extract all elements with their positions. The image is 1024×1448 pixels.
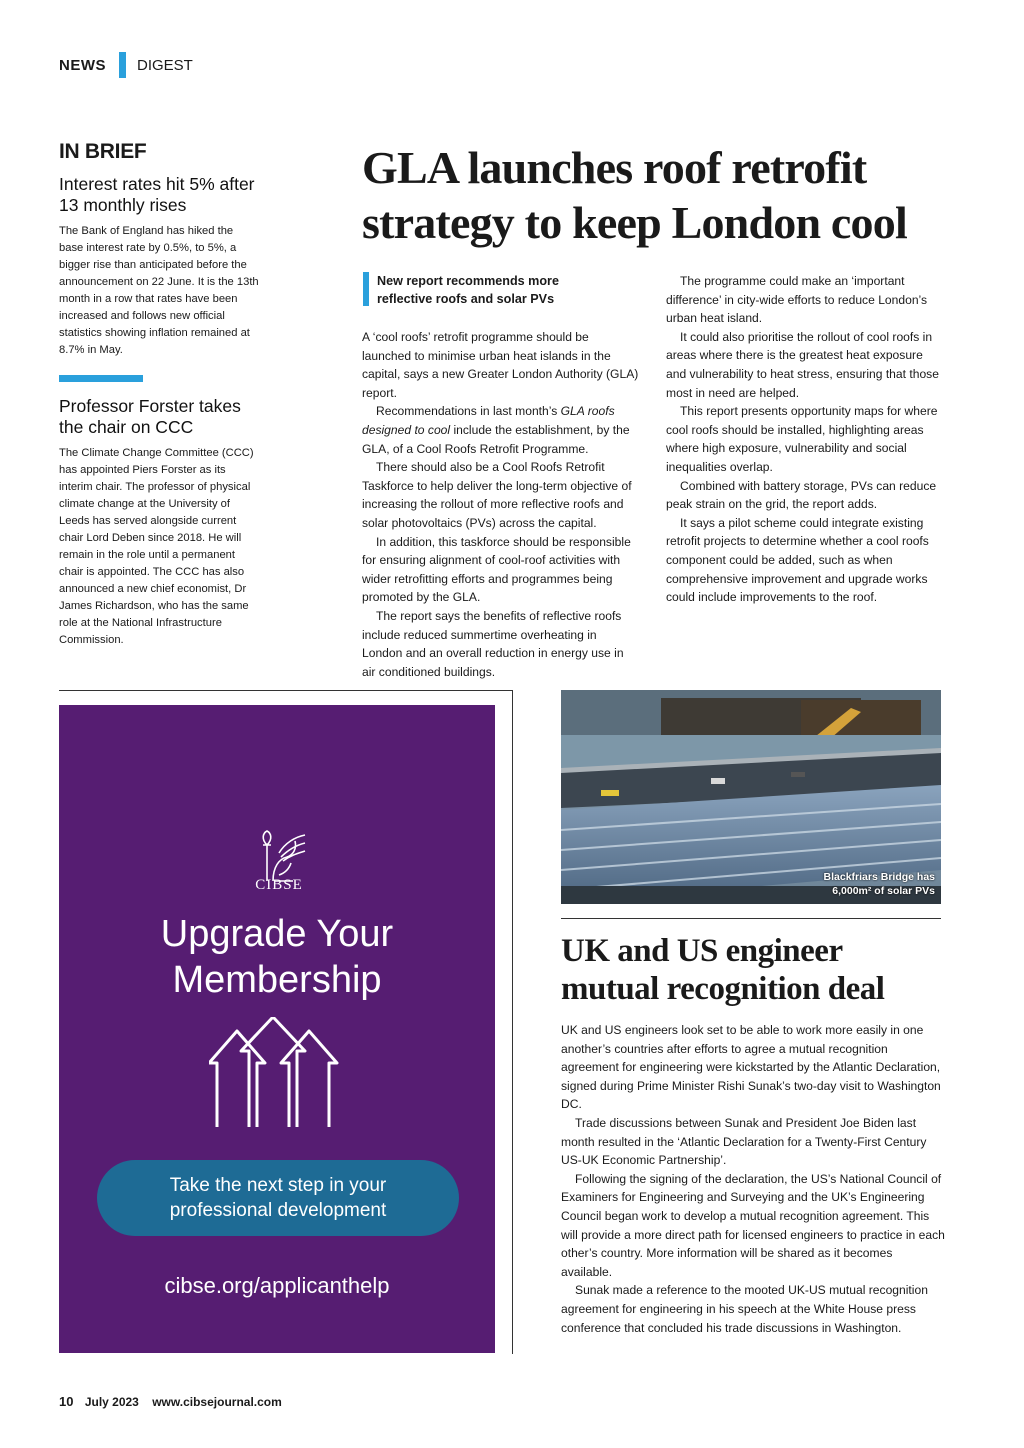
second-article-body [561,1021,945,1337]
brief-headline: Interest rates hit 5% after 13 monthly rises [59,174,255,215]
article-paragraph: A ‘cool roofs’ retrofit programme should be launched to minimise urban heat islands in the capital, says a new Greater London Authority (GLA) report. [362,330,639,400]
blackfriars-bridge-photo [561,690,941,904]
brief-text: The Bank of England has hiked the base interest rate by 0.5%, to 5%, a bigger rise than anticipated before the announcement on 22 June. It is the 13th month in a row that rates have been increased and follows new official statistics showing inflation remained at 8.7% in May. [59,225,259,356]
article-paragraph: Sunak made a reference to the mooted UK-US mutual recognition agreement for engineering in his speech at the White House press conference that concluded his trade discussions in Washington. [561,1283,928,1335]
article-paragraph: The report says the benefits of reflective roofs include reduced summertime overheating in London and an overall reduction in energy use in air conditioned buildings. [362,608,624,679]
subsection-label: DIGEST [137,57,193,74]
advert-url-link[interactable]: cibse.org/applicanthelp [164,1273,390,1298]
upward-arrows-icon [209,1017,345,1127]
brief-text: The Climate Change Committee (CCC) has appointed Piers Forster as its interim chair. The professor of physical climate change at the University of Leeds has served alongside current chair Lord Deben since 2018. He will remain in the role until a permanent chair is appointed. The CCC has also announced a new chief economist, Dr James Richardson, who has the same role at the National Infrastructure Commission. [59,447,254,646]
cibse-logo-text: CIBSE [255,877,303,893]
issue-date: July 2023 [84,1395,139,1409]
article-paragraph: It says a pilot scheme could integrate existing retrofit projects to determine whether a cool roofs component could be added, such as when comprehensive improvement and upgrade works could include improvements to the roof. [666,515,929,605]
website-link[interactable]: www.cibsejournal.com [152,1395,282,1409]
page-footer [59,1394,282,1409]
article-paragraph: UK and US engineers look set to be able to work more easily in one another’s countries after efforts to agree a mutual recognition agreement for engineering were kickstarted by the Atlantic Declaration, signed during Prime Minister Rishi Sunak’s two-day visit to Washington DC. [561,1023,941,1112]
divider-rule [59,690,513,691]
article-paragraph: The programme could make an ‘important difference’ in city-wide efforts to reduce London’s urban heat island. [666,274,928,326]
standfirst: New report recommends more reflective roofs and solar PVs [377,274,559,306]
advert-title: Upgrade Your Membership [160,913,394,1001]
page-number: 10 [59,1394,74,1409]
brief-headline: Professor Forster takes the chair on CCC [59,396,241,437]
divider-rule [561,918,941,919]
divider-rule [512,690,513,1354]
main-headline: GLA launches roof retrofit strategy to keep London cool [362,142,907,248]
article-column-2 [666,272,946,607]
in-brief-column [59,140,259,649]
photo-caption: Blackfriars Bridge has 6,000m² of solar PVs [823,871,935,897]
article-paragraph: This report presents opportunity maps for where cool roofs should be installed, highlighting areas where high exposure, vulnerability and social inequalities overlap. [666,404,938,474]
article-paragraph: In addition, this taskforce should be responsible for ensuring alignment of cool-roof activities with wider retrofitting efforts and programmes being promoted by the GLA. [362,534,631,605]
article-paragraph: It could also prioritise the rollout of cool roofs in areas where there is the greatest heat exposure and vulnerability to heat stress, ensuring that those most in need are helped. [666,329,939,400]
section-divider-bar [119,52,126,78]
in-brief-title: IN BRIEF [59,140,147,163]
article-paragraph: There should also be a Cool Roofs Retrofit Taskforce to help deliver the long-term objective of increasing the rollout of more reflective roofs and solar photovoltaics (PVs) across the capital. [362,460,632,530]
standfirst-bar [363,272,369,306]
membership-advert[interactable] [59,705,495,1353]
report-title: GLA roofs designed to cool [362,404,615,437]
article-paragraph: Combined with battery storage, PVs can reduce peak strain on the grid, the report adds. [666,478,937,512]
section-label: NEWS [59,57,106,74]
article-column-1 [362,328,640,681]
article-paragraph: Following the signing of the declaration, the US’s National Council of Examiners for Engineering and Surveying and the UK’s Engineering Council began work to develop a mutual recognition agreement. This will provide a more direct path for licensed engineers to practice in each other’s country. More information will be shared as it becomes available. [561,1171,945,1279]
second-headline: UK and US engineer mutual recognition deal [561,933,885,1007]
article-paragraph: Trade discussions between Sunak and President Joe Biden last month resulted in the ‘Atlantic Declaration for a Twenty-First Century US-UK Economic Partnership’. [561,1115,927,1168]
brief-divider [59,375,143,382]
advert-cta-pill[interactable]: Take the next step in your professional development [97,1160,459,1236]
article-paragraph: Recommendations in last month’s GLA roofs designed to cool include the establishment, by the GLA, of a Cool Roofs Retrofit Programme. [362,404,630,456]
